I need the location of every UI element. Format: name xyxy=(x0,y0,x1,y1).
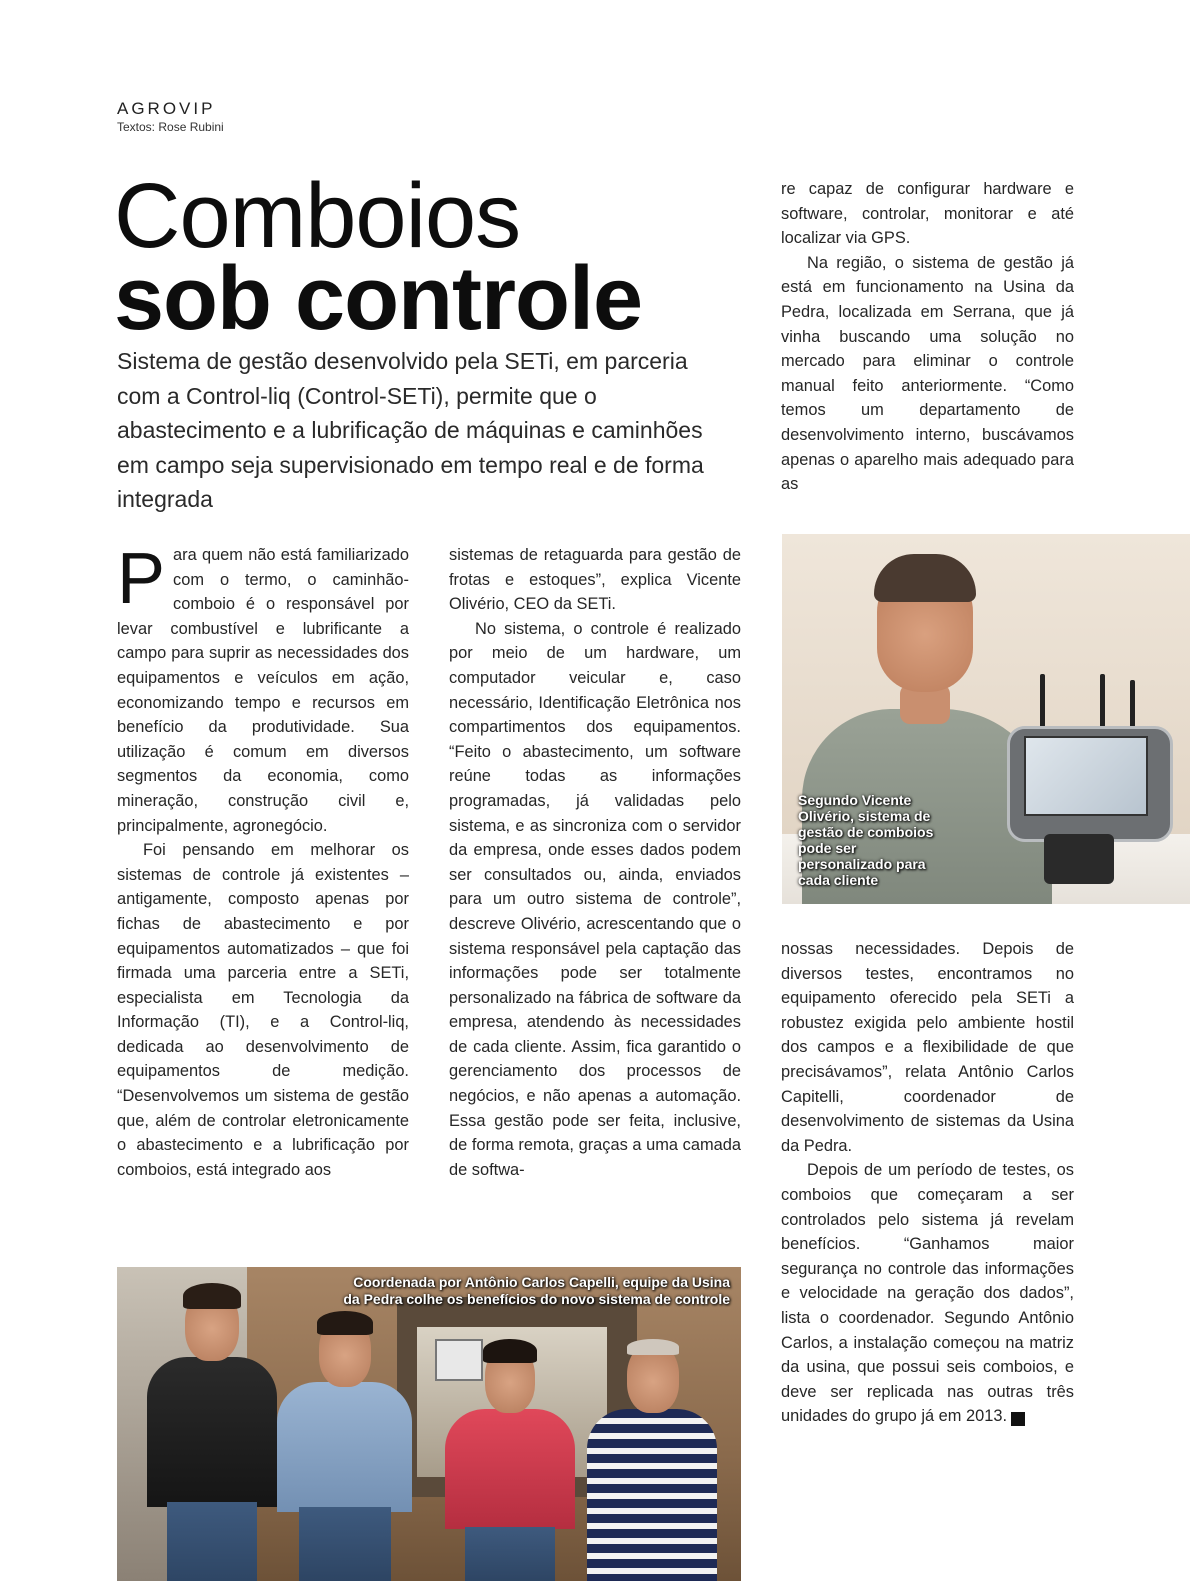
paragraph xyxy=(117,539,409,838)
device-antenna xyxy=(1100,674,1105,734)
article-column-1 xyxy=(117,539,409,1182)
section-label: AGROVIP xyxy=(117,99,216,118)
paragraph: No sistema, o controle é realizado por meio de um hardware, um computador veicular e, caso necessário, Identificação Eletrônica nos compartimentos dos equipamentos. “Feito o abastecimento, um software reúne todas as informações programadas, já validadas pelo sistema, e as sincroniza com o servidor da empresa, onde esses dados podem ser consultados ou, ainda, enviados para um outro sistema de controle”, descreve Olivério, acrescentando que o sistema responsável pela captação das informações pode ser totalmente personalizado na fábrica de software da empresa, atendendo às necessidades de cada cliente. Assim, fica garantido o gerenciamento dos processos de negócios, e não apenas a automação. Essa gestão pode ser feita, inclusive, de forma remota, graças a uma camada de softwa- xyxy=(449,619,741,1179)
paragraph: nossas necessidades. Depois de diversos testes, encontramos no equipamento oferecido pela SETi a robustez exigida pelo ambiente hostil dos campos e a flexibilidade de que precisávamos”, relata Antônio Carlos Capitelli, coordenador de desenvolvimento de sistemas da Usina da Pedra. xyxy=(781,940,1074,1155)
paragraph: Foi pensando em melhorar os sistemas de controle já existentes – antigamente, composto apenas por fichas de abastecimento e por equipamentos automatizados – que foi firmada uma parceria entre a SETi, especialista em Tecnologia da Informação (TI), e a Control-liq, dedicada ao desenvolvimento de equipamentos de medição. “Desenvolvemos um sistema de gestão que, além de controlar eletronicamente o abastecimento e a lubrificação por comboios, está integrado aos xyxy=(117,841,409,1179)
device-screen xyxy=(1024,736,1148,816)
photo-usina-team xyxy=(117,1267,741,1581)
paragraph: re capaz de configurar hardware e software, controlar, monitorar e até localizar via GPS. xyxy=(781,180,1074,248)
paragraph-text: Depois de um período de testes, os comboios que começaram a ser controlados pelo sistema já revelam benefícios. “Ganhamos maior segurança no controle das informações e velocidade na geração dos dados”, lista o coordenador. Segundo Antônio Carlos, a instalação começou na matriz da usina, que possui seis comboios, e deve ser replicada nas outras três unidades do grupo já em 2013. xyxy=(781,1161,1074,1426)
photo-caption-2: Coordenada por Antônio Carlos Capelli, equipe da Usina da Pedra colhe os benefícios do novo sistema de controle xyxy=(343,1274,730,1307)
article-column-3-bottom xyxy=(781,937,1074,1429)
headline-line-2: sob controle xyxy=(114,249,643,349)
lead-paragraph: Sistema de gestão desenvolvido pela SETi, em parceria com a Control-liq (Control-SETi), permite que o abastecimento e a lubrificação de máquinas e caminhões em campo seja supervisionado em tempo real e de forma integrada xyxy=(117,348,704,512)
device-mount xyxy=(1044,834,1114,884)
end-of-article-mark: r xyxy=(1011,1412,1025,1426)
paragraph: sistemas de retaguarda para gestão de frotas e estoques”, explica Vicente Olivério, CEO da SETi. xyxy=(449,546,741,614)
photo-caption-1: Segundo Vicente Olivério, sistema de gestão de comboios pode ser personalizado para cada cliente xyxy=(798,792,934,888)
photo-fuel-meter xyxy=(435,1339,483,1381)
paragraph-text: ara quem não está familiarizado com o termo, o caminhão-comboio é o responsável por levar combustível e lubrificante a campo para suprir as necessidades dos equipamentos e veículos em ação, economizando tempo e recursos em benefício da produtividade. Sua utilização é comum em diversos segmentos da economia, como mineração, construção civil e, principalmente, agronegócio. xyxy=(117,546,409,835)
headline-line-1: Comboios xyxy=(114,165,521,267)
article-column-2 xyxy=(449,543,741,1182)
byline: Textos: Rose Rubini xyxy=(117,120,224,134)
article-column-3-top xyxy=(781,177,1074,497)
drop-cap: P xyxy=(117,539,166,619)
paragraph: Na região, o sistema de gestão já está em funcionamento na Usina da Pedra, localizada em Serrana, que já vinha buscando uma solução no mercado para eliminar o controle manual feito anteriormente. “Como temos um departamento de desenvolvimento interno, buscávamos apenas o aparelho mais adequado para as xyxy=(781,253,1074,494)
device-antenna xyxy=(1040,674,1045,734)
paragraph xyxy=(781,1158,1074,1429)
